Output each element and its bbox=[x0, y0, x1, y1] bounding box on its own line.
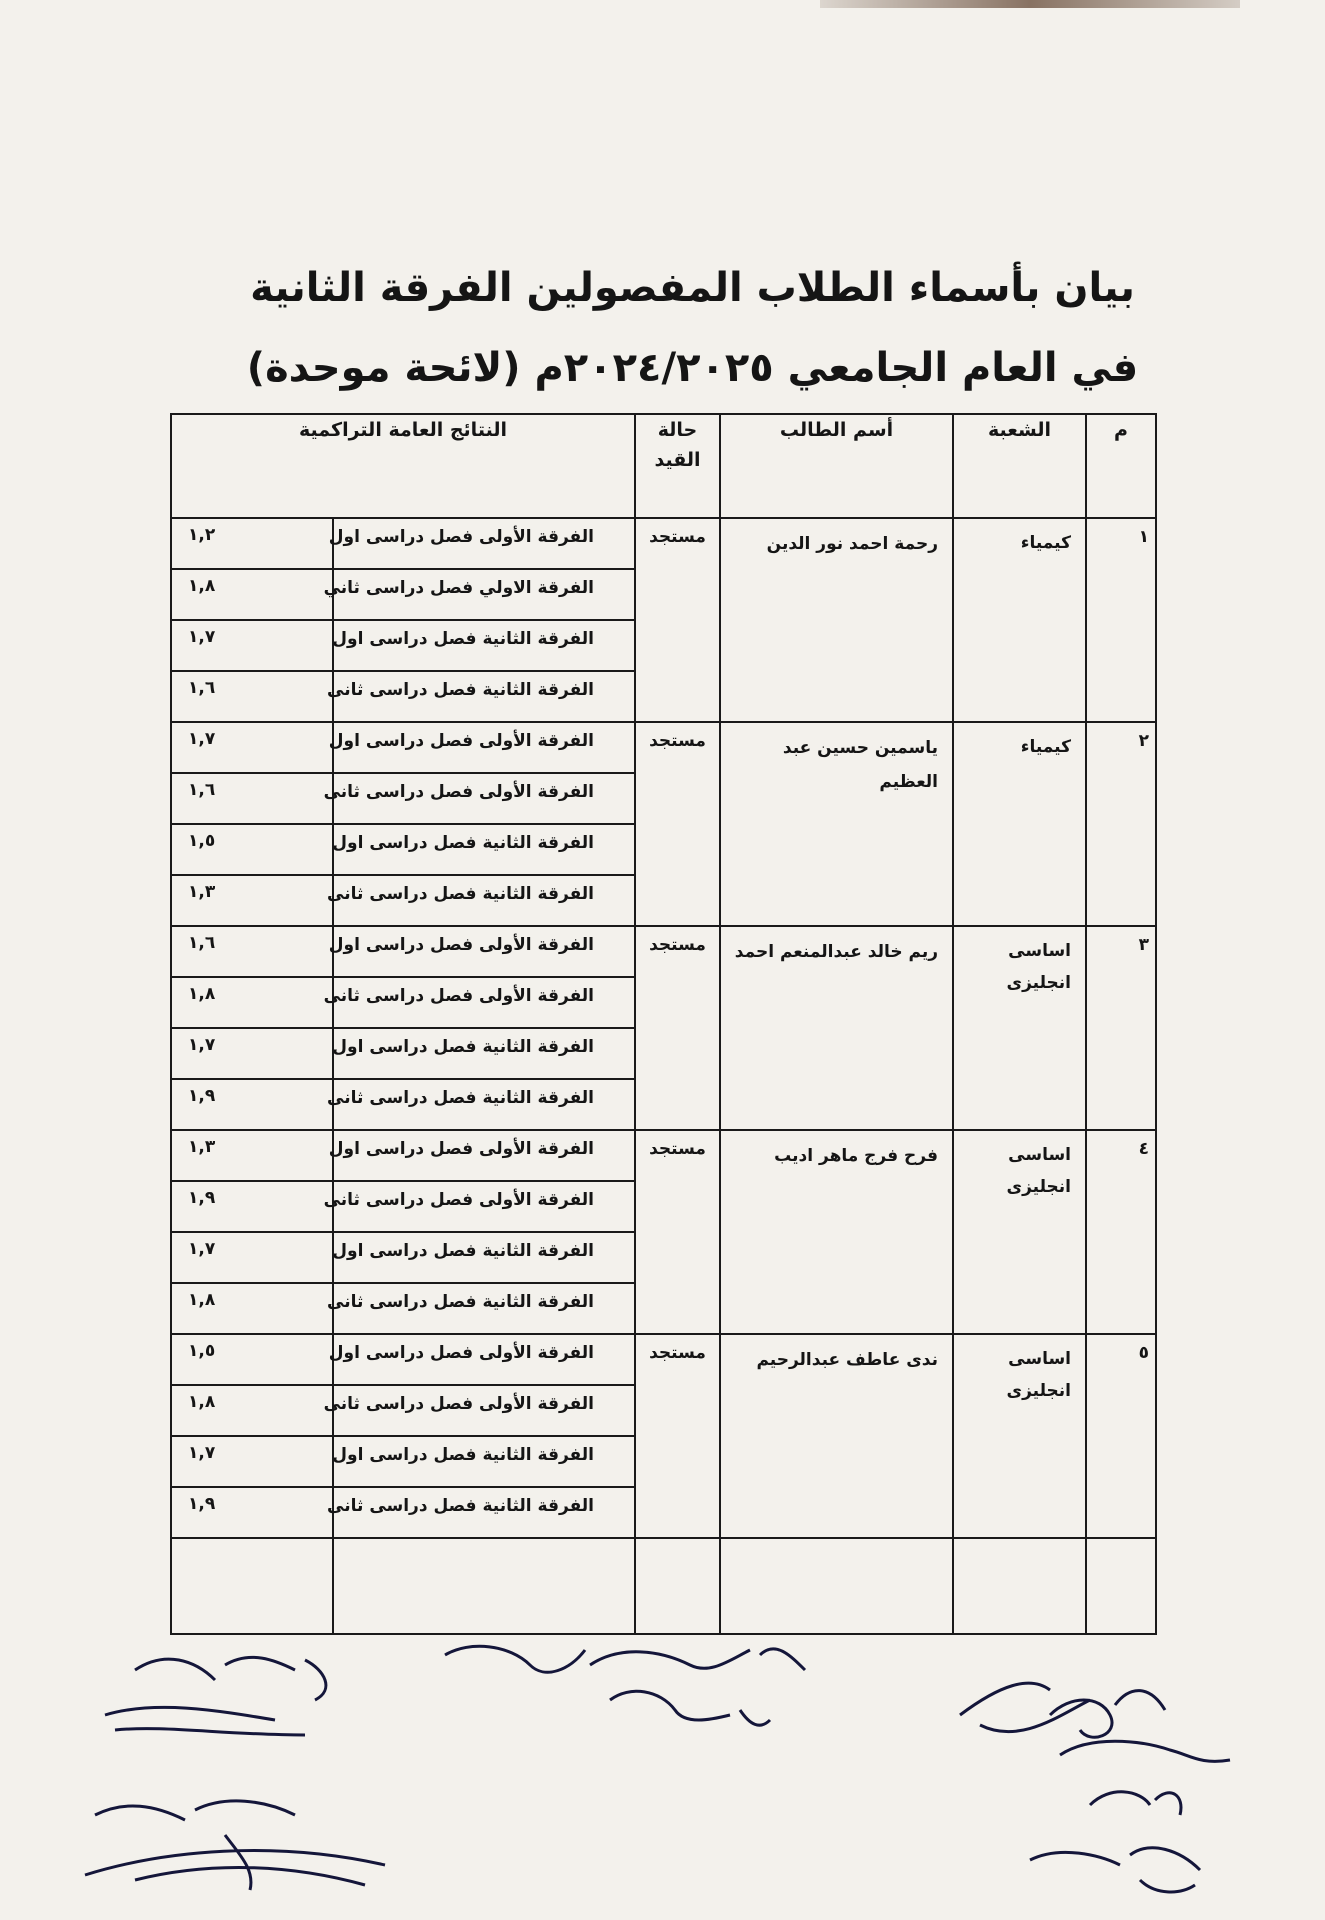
term-label: الفرقة الثانية فصل دراسى ثانى bbox=[333, 1283, 635, 1334]
student-department bbox=[953, 1334, 1086, 1538]
student-index: ١ bbox=[1086, 518, 1156, 722]
student-name-line1: فرح فرج ماهر اديب bbox=[774, 1146, 939, 1166]
department-line1: اساسى bbox=[1008, 941, 1072, 961]
enrollment-status: مستجد bbox=[635, 518, 720, 722]
term-score: ١,٨ bbox=[171, 1385, 333, 1436]
term-label: الفرقة الأولى فصل دراسى ثانى bbox=[333, 773, 635, 824]
enrollment-status: مستجد bbox=[635, 926, 720, 1130]
department-line2: انجليزى bbox=[1006, 973, 1072, 993]
signature-vice-dean-and-dean bbox=[75, 1640, 405, 1910]
department-line1: كيمياء bbox=[1020, 737, 1072, 757]
term-label: الفرقة الثانية فصل دراسى ثانى bbox=[333, 1079, 635, 1130]
header-results: النتائج العامة التراكمية bbox=[171, 414, 635, 518]
student-name-line2: العظيم bbox=[879, 772, 939, 792]
blank-cell bbox=[635, 1538, 720, 1634]
enrollment-status: مستجد bbox=[635, 1130, 720, 1334]
term-score: ١,٨ bbox=[171, 977, 333, 1028]
department-line2: انجليزى bbox=[1006, 1177, 1072, 1197]
student-index: ٥ bbox=[1086, 1334, 1156, 1538]
term-score: ١,٩ bbox=[171, 1487, 333, 1538]
student-name-line1: رحمة احمد نور الدين bbox=[766, 534, 939, 554]
blank-cell bbox=[171, 1538, 333, 1634]
header-index: م bbox=[1086, 414, 1156, 518]
scan-edge-strip bbox=[820, 0, 1240, 8]
term-label: الفرقة الأولى فصل دراسى اول bbox=[333, 1334, 635, 1385]
term-label: الفرقة الثانية فصل دراسى اول bbox=[333, 1436, 635, 1487]
student-name-line1: ندى عاطف عبدالرحيم bbox=[756, 1350, 939, 1370]
term-label: الفرقة الأولى فصل دراسى اول bbox=[333, 1130, 635, 1181]
term-label: الفرقة الثانية فصل دراسى اول bbox=[333, 1232, 635, 1283]
student-name-line1: ياسمين حسين عبد bbox=[782, 738, 939, 758]
student-name-line1: ريم خالد عبدالمنعم احمد bbox=[734, 942, 939, 962]
header-status bbox=[635, 414, 720, 518]
term-label: الفرقة الأولى فصل دراسى ثانى bbox=[333, 977, 635, 1028]
student-index: ٢ bbox=[1086, 722, 1156, 926]
table-row bbox=[171, 926, 1156, 977]
signature-student-affairs-director bbox=[430, 1630, 820, 1760]
term-label: الفرقة الثانية فصل دراسى اول bbox=[333, 620, 635, 671]
header-status-line1: حالة bbox=[657, 419, 698, 441]
signature-specialists bbox=[940, 1655, 1260, 1915]
page-subtitle: في العام الجامعي ٢٠٢٤/٢٠٢٥م (لائحة موحدة) bbox=[246, 345, 1139, 391]
term-label: الفرقة الأولى فصل دراسى ثانى bbox=[333, 1181, 635, 1232]
enrollment-status: مستجد bbox=[635, 722, 720, 926]
term-label: الفرقة الثانية فصل دراسى اول bbox=[333, 824, 635, 875]
table-header-row bbox=[171, 414, 1156, 518]
student-index: ٤ bbox=[1086, 1130, 1156, 1334]
student-name bbox=[720, 1130, 953, 1334]
blank-cell bbox=[720, 1538, 953, 1634]
student-name bbox=[720, 518, 953, 722]
term-score: ١,٧ bbox=[171, 1436, 333, 1487]
term-score: ١,٦ bbox=[171, 926, 333, 977]
term-label: الفرقة الأولى فصل دراسى ثانى bbox=[333, 1385, 635, 1436]
term-score: ١,٧ bbox=[171, 722, 333, 773]
student-name bbox=[720, 1334, 953, 1538]
term-label: الفرقة الثانية فصل دراسى ثانى bbox=[333, 1487, 635, 1538]
term-score: ١,٧ bbox=[171, 620, 333, 671]
term-label: الفرقة الثانية فصل دراسى ثانى bbox=[333, 671, 635, 722]
header-student-name: أسم الطالب bbox=[720, 414, 953, 518]
term-label: الفرقة الاولي فصل دراسى ثاني bbox=[333, 569, 635, 620]
student-index: ٣ bbox=[1086, 926, 1156, 1130]
term-label: الفرقة الأولى فصل دراسى اول bbox=[333, 518, 635, 569]
student-department bbox=[953, 926, 1086, 1130]
department-line1: كيمياء bbox=[1020, 533, 1072, 553]
term-score: ١,٨ bbox=[171, 1283, 333, 1334]
term-label: الفرقة الأولى فصل دراسى اول bbox=[333, 722, 635, 773]
term-score: ١,٩ bbox=[171, 1181, 333, 1232]
header-department: الشعبة bbox=[953, 414, 1086, 518]
header-status-line2: القيد bbox=[654, 449, 701, 471]
table-row bbox=[171, 1334, 1156, 1385]
department-line1: اساسى bbox=[1008, 1349, 1072, 1369]
term-score: ١,٣ bbox=[171, 1130, 333, 1181]
table-row bbox=[171, 1130, 1156, 1181]
term-score: ١,٥ bbox=[171, 1334, 333, 1385]
table-row bbox=[171, 518, 1156, 569]
term-label: الفرقة الثانية فصل دراسى اول bbox=[333, 1028, 635, 1079]
term-score: ١,٥ bbox=[171, 824, 333, 875]
student-department bbox=[953, 518, 1086, 722]
term-score: ١,٦ bbox=[171, 773, 333, 824]
blank-cell bbox=[953, 1538, 1086, 1634]
page-title: بيان بأسماء الطلاب المفصولين الفرقة الثانية bbox=[250, 265, 1135, 311]
term-score: ١,٦ bbox=[171, 671, 333, 722]
enrollment-status: مستجد bbox=[635, 1334, 720, 1538]
term-score: ١,٩ bbox=[171, 1079, 333, 1130]
term-label: الفرقة الأولى فصل دراسى اول bbox=[333, 926, 635, 977]
term-score: ١,٣ bbox=[171, 875, 333, 926]
term-score: ١,٨ bbox=[171, 569, 333, 620]
table-blank-row bbox=[171, 1538, 1156, 1634]
blank-cell bbox=[333, 1538, 635, 1634]
department-line2: انجليزى bbox=[1006, 1381, 1072, 1401]
students-table bbox=[170, 413, 1157, 1635]
term-score: ١,٧ bbox=[171, 1028, 333, 1079]
table-row bbox=[171, 722, 1156, 773]
student-department bbox=[953, 1130, 1086, 1334]
department-line1: اساسى bbox=[1008, 1145, 1072, 1165]
term-score: ١,٢ bbox=[171, 518, 333, 569]
student-name bbox=[720, 926, 953, 1130]
term-score: ١,٧ bbox=[171, 1232, 333, 1283]
student-department bbox=[953, 722, 1086, 926]
term-label: الفرقة الثانية فصل دراسى ثانى bbox=[333, 875, 635, 926]
student-name bbox=[720, 722, 953, 926]
blank-cell bbox=[1086, 1538, 1156, 1634]
